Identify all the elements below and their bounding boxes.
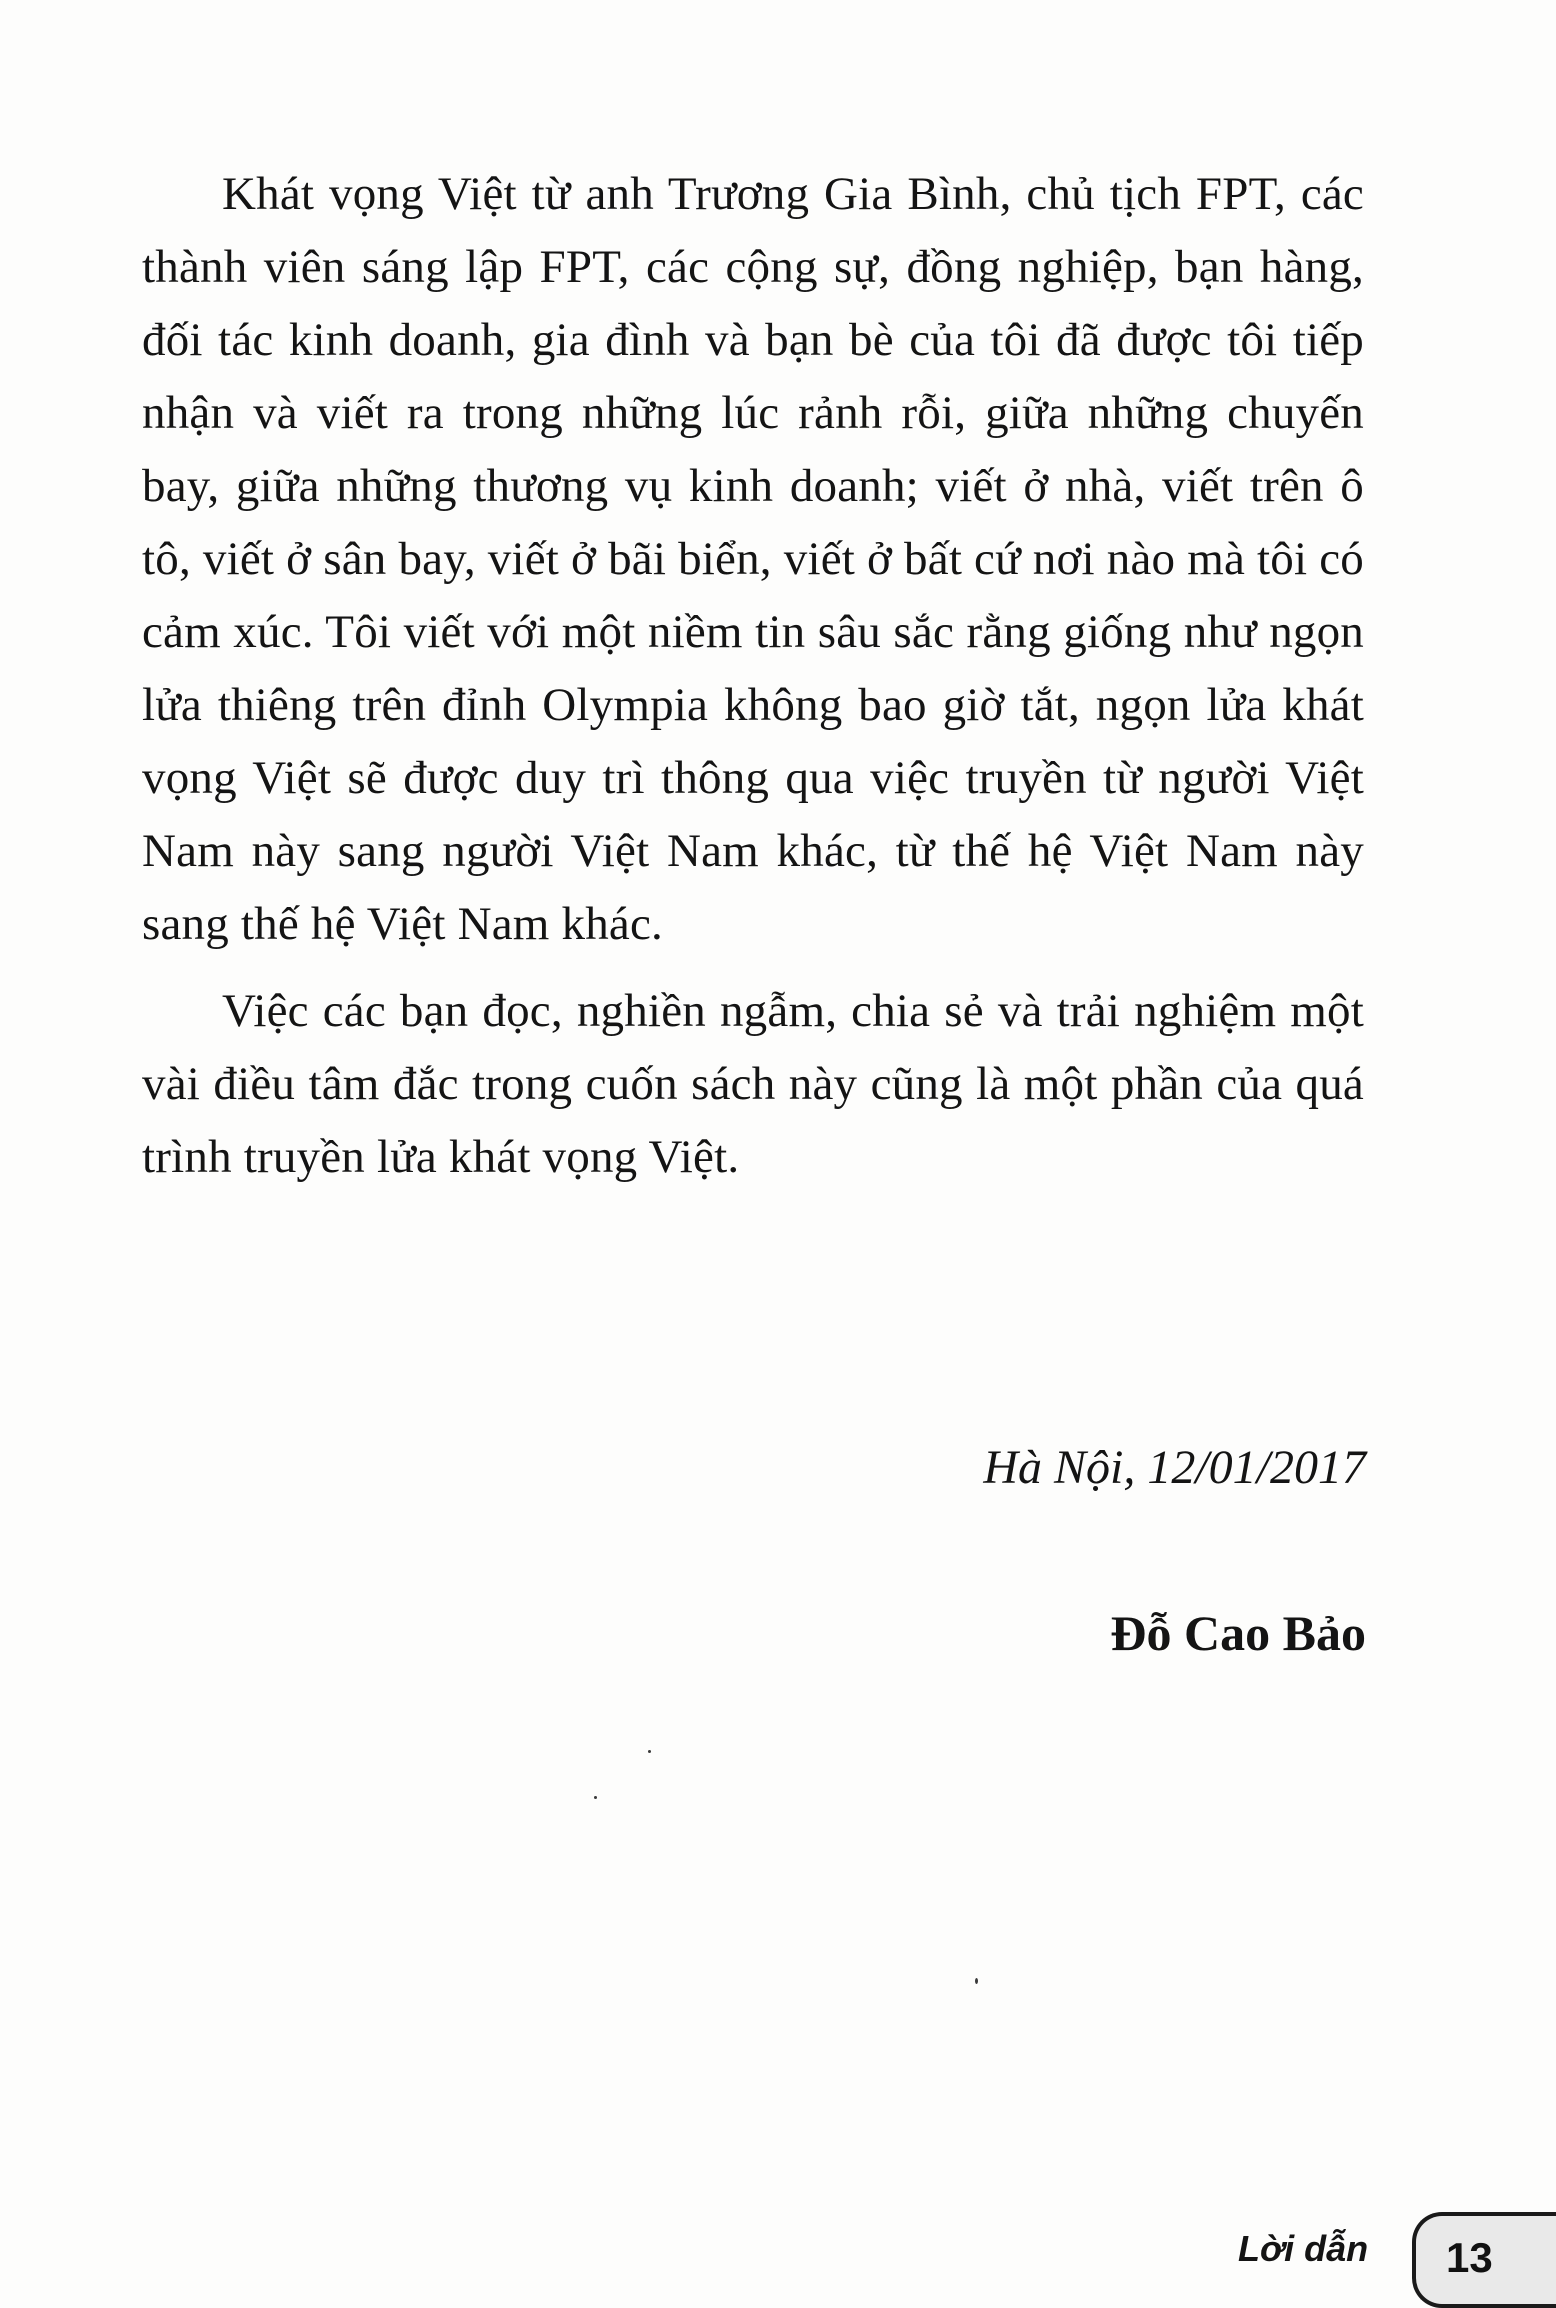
paragraph-2: Việc các bạn đọc, nghiền ngẫm, chia sẻ và trải nghiệm một vài điều tâm đắc trong cuốn sách này cũng là một phần của quá trình truyền lửa khát vọng Việt. [142, 985, 1364, 1183]
print-speck [975, 1978, 978, 1984]
body-text [142, 158, 1364, 1194]
page-number-tab [1412, 2212, 1556, 2308]
footer-section-title: Lời dẫn [1238, 2228, 1369, 2269]
place-date: Hà Nội, 12/01/2017 [983, 1441, 1366, 1494]
page-number: 13 [1446, 2234, 1493, 2281]
paragraph-1: Khát vọng Việt từ anh Trương Gia Bình, chủ tịch FPT, các thành viên sáng lập FPT, các cộng sự, đồng nghiệp, bạn hàng, đối tác kinh doanh, gia đình và bạn bè của tôi đã được tôi tiếp nhận và viết ra trong những lúc rảnh rỗi, giữa những chuyến bay, giữa những thương vụ kinh doanh; viết ở nhà, viết trên ô tô, viết ở sân bay, viết ở bãi biển, viết ở bất cứ nơi nào mà tôi có cảm xúc. Tôi viết với một niềm tin sâu sắc rằng giống như ngọn lửa thiêng trên đỉnh Olympia không bao giờ tắt, ngọn lửa khát vọng Việt sẽ được duy trì thông qua việc truyền từ người Việt Nam này sang người Việt Nam khác, từ thế hệ Việt Nam này sang thế hệ Việt Nam khác. [142, 168, 1364, 950]
print-speck [594, 1796, 597, 1799]
author-name: Đỗ Cao Bảo [1110, 1605, 1366, 1661]
print-speck [648, 1750, 651, 1753]
